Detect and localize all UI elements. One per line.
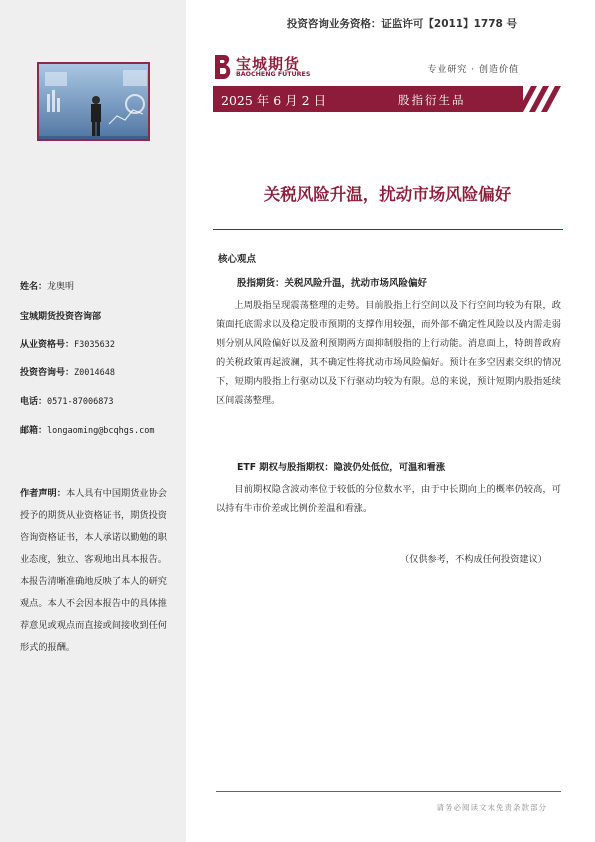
logo-text-en: BAOCHENG FUTURES <box>236 71 311 78</box>
email-link[interactable]: longaoming@bcqhgs.com <box>47 426 155 436</box>
footer-divider <box>216 791 561 792</box>
author-name <box>20 282 74 293</box>
author-email <box>20 426 154 437</box>
label: 从业资格号： <box>20 340 75 350</box>
subheading-index-futures: 股指期货：关税风险升温，扰动市场风险偏好 <box>237 278 428 289</box>
value: Z0014648 <box>74 368 115 378</box>
paragraph-index-futures: 上周股指呈现震荡整理的走势。目前股指上行空间以及下行空间均较为有限，政策面托底需求以及稳定股市预期的支撑作用较强，而外部不确定性风险以及内需走弱则分别从风险偏好以及盈利预期两方面抑制股指的上行动能。消息面上，特朗普政府的关税政策再起波澜，其不确定性将扰动市场风险偏好。预计在多空因素交织的情况下，短期内股指上行驱动以及下行驱动均较为有限。总的来说，预计短期内股指延续区间震荡整理。 <box>216 300 561 406</box>
disclaimer: （仅供参考，不构成任何投资建议） <box>400 554 547 565</box>
author-qualification <box>20 340 115 351</box>
slogan: 专业研究 · 创造价值 <box>427 65 519 75</box>
company-logo <box>212 53 322 83</box>
label: 宝城期货投资咨询部 <box>20 312 102 322</box>
label: 姓名： <box>20 282 48 292</box>
section-label: 核心观点 <box>218 254 257 265</box>
author-statement <box>20 483 170 659</box>
banner-stripes-icon <box>503 86 563 112</box>
date-banner <box>213 86 562 112</box>
report-title: 关税风险升温，扰动市场风险偏好 <box>263 185 512 204</box>
value: F3035632 <box>74 340 115 350</box>
author-phone <box>20 397 114 408</box>
footer-note: 请务必阅读文末免责条款部分 <box>436 803 547 812</box>
author-department <box>20 312 101 323</box>
label: 邮箱： <box>20 426 48 436</box>
left-sidebar <box>0 0 186 842</box>
logo-mark-icon <box>212 53 234 81</box>
title-divider <box>213 229 563 230</box>
logo-text-cn: 宝城期货 <box>236 55 301 73</box>
statement-label: 作者声明： <box>20 488 66 499</box>
report-date: 2025 年 6 月 2 日 <box>221 93 327 108</box>
license-text: 投资咨询业务资格：证监许可【2011】1778 号 <box>286 18 517 30</box>
statement-text: 本人具有中国期货业协会授予的期货从业资格证书，期货投资咨询资格证书，本人承诺以勤勉的职业态度，独立、客观地出具本报告。本报告清晰准确地反映了本人的研究观点。本人不会因本报告中的具体推荐意见或观点而直接或间接收到任何形式的报酬。 <box>20 488 167 653</box>
label: 电话： <box>20 397 48 407</box>
value: 0571-87006873 <box>47 397 114 407</box>
paragraph-options: 目前期权隐含波动率位于较低的分位数水平，由于中长期向上的概率仍较高，可以持有牛市价差或比例价差温和看涨。 <box>216 484 561 514</box>
subheading-options: ETF 期权与股指期权：隐波仍处低位，可温和看涨 <box>237 462 446 473</box>
author-consulting-no <box>20 368 115 379</box>
label: 投资咨询号： <box>20 368 75 378</box>
value: 龙奥明 <box>47 282 75 292</box>
report-category: 股指衍生品 <box>398 93 466 107</box>
cover-image <box>37 62 150 141</box>
